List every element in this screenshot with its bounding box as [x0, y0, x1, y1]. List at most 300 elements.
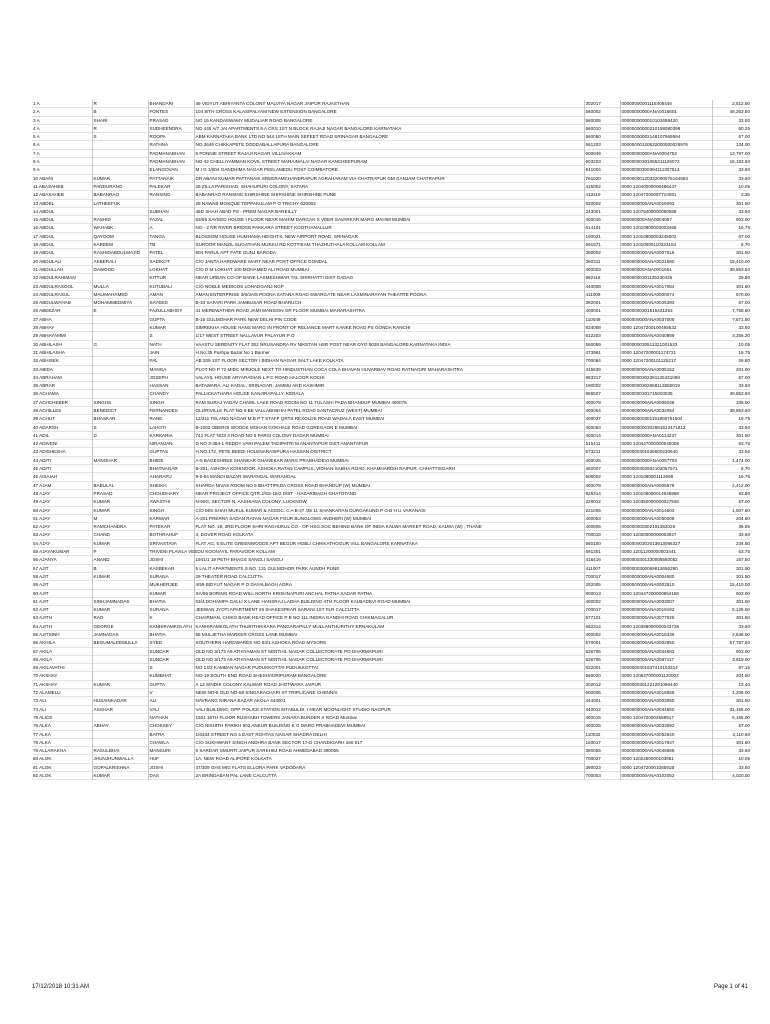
cell-pincode: 400025: [584, 722, 620, 730]
cell-middle-name: [92, 440, 148, 448]
cell-address: C/O NOBLE MEDICOS LOHADGANJ NGP: [194, 282, 584, 290]
cell-folio-number: 0000 120447200000954158: [620, 589, 712, 597]
table-row: [32, 158, 750, 166]
cell-pincode: 400001: [584, 307, 620, 315]
table-row: [32, 606, 750, 614]
cell-last-name: ALI: [148, 697, 194, 705]
cell-address: H.NO.172, PETE BEEDI HOLENARASIPURA HASSAN DISTRICT: [194, 448, 584, 456]
cell-last-name: SAYEED: [148, 299, 194, 307]
cell-first-name: 53 AJAY: [33, 532, 51, 538]
cell-middle-name: KUMAR: [92, 772, 148, 780]
cell-middle-name: KUMAR: [92, 506, 148, 514]
cell-address: 41 MEREWATHER ROAD JAMI MANSION GR FLOOR MUMBAI MAHARASHTRA: [194, 307, 584, 315]
cell-middle-name: BENEDICT: [92, 406, 148, 414]
cell-last-name: NATH: [148, 340, 194, 348]
cell-middle-name: [92, 655, 148, 663]
cell-pincode: 603203: [584, 158, 620, 166]
cell-amount: 3,256.20: [712, 332, 750, 340]
cell-first-name: 48 AJAY: [33, 490, 51, 496]
table-row: [32, 456, 750, 464]
cell-folio-number: 0000000000ANA0037005: [620, 315, 712, 323]
cell-folio-number: 0000000302602102057571: [620, 465, 712, 473]
cell-amount: 16,193.50: [712, 158, 750, 166]
cell-last-name: PADMANABHAN: [148, 149, 194, 157]
cell-middle-name: ABHAY: [92, 722, 148, 730]
cell-last-name: S: [148, 664, 194, 672]
table-row: [32, 332, 750, 340]
cell-middle-name: JHUNJHUNWALLA: [92, 755, 148, 763]
cell-amount: 301.50: [712, 282, 750, 290]
cell-last-name: JOSHI: [148, 763, 194, 771]
cell-middle-name: S: [92, 423, 148, 431]
cell-first-name: 5 A: [33, 134, 40, 140]
cell-middle-name: [92, 207, 148, 215]
cell-address: 12/311 TELANG NAGAR M B P T STAFF QRTS REXOLDS ROAD WADALA EAST MUMBAI: [194, 415, 584, 423]
cell-first-name: 40 ADARSH: [33, 424, 59, 430]
cell-folio-number: 0000000000ANA0032054: [620, 406, 712, 414]
cell-address: 1/6334 STREET NO 4 EAST ROHTAS NAGAR SHADRA DELHI: [194, 730, 584, 738]
cell-pincode: 560005: [584, 116, 620, 124]
cell-address: CHAIRMAN, CHIKO BANK HEAD OFFICE P B NO 111 INDIRA GANDHI ROAD CHIKMAGALUR: [194, 614, 584, 622]
cell-pincode: 622001: [584, 664, 620, 672]
cell-last-name: PADMANABHAN: [148, 158, 194, 166]
table-row: [32, 406, 750, 414]
cell-middle-name: [92, 158, 148, 166]
cell-pincode: 400014: [584, 431, 620, 439]
cell-middle-name: G: [92, 340, 148, 348]
cell-pincode: 400063: [584, 423, 620, 431]
cell-amount: 301.50: [712, 738, 750, 746]
cell-pincode: 190021: [584, 232, 620, 240]
cell-amount: 26.80: [712, 357, 750, 365]
cell-last-name: PATEL: [148, 249, 194, 257]
table-row: [32, 174, 750, 182]
cell-folio-number: 0000000000ANA0017947: [620, 738, 712, 746]
cell-address: 1941/1 19 PETH BHAGS SANGLI SANGLI: [194, 556, 584, 564]
cell-last-name: NATHAN: [148, 713, 194, 721]
cell-folio-number: 0000000000ANA0016336: [620, 631, 712, 639]
cell-last-name: TANGA: [148, 232, 194, 240]
table-row: [32, 672, 750, 680]
cell-last-name: CHOKSEY: [148, 722, 194, 730]
cell-amount: 16.75: [712, 348, 750, 356]
cell-first-name: 54 AJAY: [33, 540, 51, 546]
cell-first-name: 76 ALKA: [33, 723, 51, 729]
cell-middle-name: MALIMAHAMED: [92, 290, 148, 298]
table-row: [32, 133, 750, 141]
cell-address: SHARDA NIVAS ROOM NO 5 BHATTIPADA CROSS ROAD BHANDUP (W) MUMBAI: [194, 481, 584, 489]
cell-folio-number: 0000 120472000108591B: [620, 763, 712, 771]
cell-middle-name: RASHIDABDULMAJID: [92, 249, 148, 257]
cell-pincode: 700027: [584, 755, 620, 763]
table-row: [32, 182, 750, 190]
cell-first-name: 25 ABDULWAHAB: [33, 300, 71, 306]
cell-middle-name: [92, 141, 148, 149]
table-row: [32, 415, 750, 423]
cell-address: NEAR URBAN CO-OP BANK LAXMESHWAR TAL SHIRHATTI DIST GADAG: [194, 274, 584, 282]
cell-amount: 50.25: [712, 124, 750, 132]
cell-middle-name: [92, 365, 148, 373]
cell-folio-number: 0000000301330005560052: [620, 556, 712, 564]
cell-address: 5 LALIT APARTMENTS,S.NO. 131 GULMOHOR PARK AUNDH PUNE: [194, 564, 584, 572]
cell-last-name: CHOUDHARY: [148, 489, 194, 497]
cell-first-name: 2 A: [33, 109, 40, 115]
table-row: [32, 282, 750, 290]
cell-middle-name: KAREEM: [92, 241, 148, 249]
cell-last-name: S: [148, 332, 194, 340]
cell-first-name: 62 AJIT: [33, 607, 49, 613]
cell-middle-name: KUMAR: [92, 606, 148, 614]
cell-middle-name: [92, 315, 148, 323]
cell-address: 1/17 WEST STREET NALLAVUR PALAYUR P O: [194, 332, 584, 340]
cell-amount: 33.50: [712, 763, 750, 771]
table-row: [32, 572, 750, 580]
cell-last-name: KITTUR: [148, 274, 194, 282]
cell-amount: 26.80: [712, 274, 750, 282]
cell-folio-number: 000000000ANA0004067: [620, 216, 712, 224]
cell-address: 1601 16TH FLOOR RUSHABH TOWERS JANARA BUNDER X ROAD Mumbai: [194, 713, 584, 721]
cell-first-name: 3 A: [33, 117, 40, 123]
cell-last-name: KUMAR: [148, 324, 194, 332]
cell-middle-name: [92, 332, 148, 340]
cell-amount: 15,410.00: [712, 257, 750, 265]
cell-amount: 39,853.50: [712, 265, 750, 273]
cell-middle-name: R: [92, 124, 148, 132]
cell-first-name: 56 AJANYA: [33, 557, 57, 563]
cell-last-name: CHAWLA: [148, 738, 194, 746]
cell-address: NO 42 CHELLIYAMMAN KOVIL STREET MARAIMALAI NAGAR KANCHEEPURAM: [194, 158, 584, 166]
cell-pincode: 577101: [584, 614, 620, 622]
table-row: [32, 523, 750, 531]
cell-pincode: 400002: [584, 597, 620, 605]
table-row: [32, 191, 750, 199]
cell-first-name: 19 ABDUL: [33, 250, 55, 256]
cell-first-name: 74 ALI: [33, 706, 47, 712]
cell-last-name: TB: [148, 241, 194, 249]
cell-pincode: 560059: [584, 340, 620, 348]
cell-folio-number: 0000000000ANA0077025: [620, 614, 712, 622]
cell-first-name: 33 ABIDA: [33, 366, 53, 372]
cell-pincode: 691571: [584, 241, 620, 249]
table-row: [32, 299, 750, 307]
cell-amount: 301.50: [712, 249, 750, 257]
cell-middle-name: [92, 730, 148, 738]
table-row: [32, 224, 750, 232]
cell-folio-number: 00000000301065311125072: [620, 158, 712, 166]
cell-pincode: 573211: [584, 448, 620, 456]
cell-first-name: 30 ABHILASH: [33, 341, 62, 347]
cell-last-name: HUF: [148, 755, 194, 763]
cell-middle-name: CHAND: [92, 531, 148, 539]
cell-middle-name: BHASKAR: [92, 415, 148, 423]
cell-amount: 603.00: [712, 589, 750, 597]
cell-first-name: 41 ADIL: [33, 432, 50, 438]
table-row: [32, 597, 750, 605]
table-row: [32, 581, 750, 589]
table-body: [32, 100, 750, 780]
cell-folio-number: 0000000000302691513471812: [620, 423, 712, 431]
cell-middle-name: KUMAR: [92, 498, 148, 506]
cell-pincode: 620002: [584, 199, 620, 207]
cell-folio-number: 0000000000ANA0000074: [620, 290, 712, 298]
cell-last-name: GUPTA: [148, 315, 194, 323]
cell-folio-number: 0000 120647000001120003: [620, 672, 712, 680]
cell-middle-name: AKBERALI: [92, 257, 148, 265]
cell-amount: 3,819.00: [712, 655, 750, 663]
cell-middle-name: ANAND: [92, 556, 148, 564]
table-row: [32, 548, 750, 556]
cell-folio-number: 00000000120532000000025976: [620, 141, 712, 149]
cell-amount: 4,020.00: [712, 772, 750, 780]
cell-last-name: BHATNAGAR: [148, 465, 194, 473]
cell-middle-name: [92, 357, 148, 365]
cell-pincode: 834008: [584, 324, 620, 332]
cell-middle-name: B: [92, 564, 148, 572]
cell-amount: 204.50: [712, 672, 750, 680]
cell-amount: 335.00: [712, 398, 750, 406]
cell-amount: 39,853.50: [712, 406, 750, 414]
cell-first-name: 64 AJITH: [33, 623, 52, 629]
cell-address: NAVRANG NIRANA BAZAR AKOLA 444001: [194, 697, 584, 705]
cell-middle-name: PANDURANG: [92, 182, 148, 190]
cell-amount: 603.00: [712, 216, 750, 224]
cell-address: C/O JANTA HARDWARE MART NEAR POST OFFICE GONDAL: [194, 257, 584, 265]
cell-folio-number: 00000000000ANA0114237: [620, 431, 712, 439]
table-row: [32, 357, 750, 365]
cell-pincode: 110049: [584, 315, 620, 323]
cell-address: 63/65 SAYEED HOUSE I FLOOR NEAR MAHIM DARGAH S VEER SAVARKAR MARG MAHIM MUMBAI: [194, 216, 584, 224]
cell-address: NO - 2 NR RIVER BRIDGE PAKKARA STREET KOOTHANALLUR: [194, 224, 584, 232]
cell-last-name: BHATIA: [148, 631, 194, 639]
cell-first-name: 31 ABHILASHA: [33, 349, 65, 355]
cell-folio-number: 00000000000ANA0016601: [620, 108, 712, 116]
cell-folio-number: 0000000000ANA0005152: [620, 365, 712, 373]
cell-folio-number: 0000000000ANA0006578: [620, 481, 712, 489]
cell-address: H.No.35 Pushpa Bazar No 1 Barmer: [194, 348, 584, 356]
table-row: [32, 772, 750, 780]
cell-last-name: PALEKAR: [148, 182, 194, 190]
cell-last-name: SUDHEENDRA: [148, 124, 194, 132]
cell-amount: 167.50: [712, 556, 750, 564]
cell-address: NO 3646 CHIKKAPETE DODDABALLAPURA BANGALORE: [194, 141, 584, 149]
cell-amount: 301.50: [712, 431, 750, 439]
cell-last-name: MUKHERJEE: [148, 581, 194, 589]
page-number: Page 1 of 41: [713, 984, 748, 990]
cell-address: 5 PONNIE STREET RAJAJI NAGAR VILLIVAKKAM: [194, 149, 584, 157]
table-row: [32, 489, 750, 497]
cell-middle-name: BEGUMALEEMULLA: [92, 639, 148, 647]
table-row: [32, 697, 750, 705]
table-row: [32, 722, 750, 730]
cell-pincode: 560020: [584, 672, 620, 680]
table-row: [32, 539, 750, 547]
cell-pincode: 700003: [584, 772, 620, 780]
cell-address: NO-19 SOUTH END ROAD SHESHADRIPURAM BANGALORE: [194, 672, 584, 680]
table-row: [32, 108, 750, 116]
cell-folio-number: 0000 12047200057710081: [620, 191, 712, 199]
cell-first-name: 78 ALKA: [33, 739, 51, 745]
cell-address: 29 THEATER ROAD CALCUTTA: [194, 572, 584, 580]
cell-last-name: BHIDE: [148, 456, 194, 464]
cell-pincode: 636705: [584, 655, 620, 663]
table-row: [32, 431, 750, 439]
cell-last-name: MANGA: [148, 365, 194, 373]
cell-address: 28 ZILLA PARISHAD, SHAHUPURI COLONY, SATARA: [194, 182, 584, 190]
cell-first-name: 60 AJIT: [33, 590, 49, 596]
cell-last-name: BHATIA: [148, 597, 194, 605]
cell-address: VALI BUILDING, OPP. POLICE STATION SITABULDI, I NEAR MOONLIGHT STUDIO NAGPUR: [194, 705, 584, 713]
cell-folio-number: 0000000301636600230640: [620, 448, 712, 456]
table-row: [32, 664, 750, 672]
table-row: [32, 647, 750, 655]
cell-last-name: JAIN: [148, 348, 194, 356]
cell-address: SIMREKHA HOUSE HANS MARG IN FRONT OF RELIANCE MART KANKE ROAD PS GONDA RANCHI: [194, 324, 584, 332]
cell-pincode: 444001: [584, 697, 620, 705]
cell-pincode: 282005: [584, 581, 620, 589]
cell-first-name: 38 ACHILLES: [33, 407, 62, 413]
cell-folio-number: 00000000302013913086327: [620, 539, 712, 547]
cell-folio-number: 0000000300069813656390: [620, 564, 712, 572]
cell-pincode: 700019: [584, 531, 620, 539]
table-row: [32, 556, 750, 564]
cell-address: SA/55 BORING ROAD WILL NORTH KRISHNAPURI ANCHAL PATNA SADAR PATNA: [194, 589, 584, 597]
cell-folio-number: 0000 12010900003003466: [620, 224, 712, 232]
cell-last-name: SUNDAR: [148, 647, 194, 655]
cell-folio-number: 00000000301715003035: [620, 390, 712, 398]
table-row: [32, 631, 750, 639]
cell-last-name: ELANGOVAN: [148, 166, 194, 174]
cell-pincode: 400078: [584, 481, 620, 489]
cell-first-name: 35 ABRAR: [33, 383, 55, 389]
cell-folio-number: 00000000302391125431098: [620, 373, 712, 381]
cell-first-name: 45 ADITI: [33, 466, 51, 472]
cell-first-name: 73 ALI: [33, 698, 47, 704]
cell-folio-number: 0000 120447000000540008: [620, 440, 712, 448]
cell-middle-name: D: [92, 431, 148, 439]
cell-amount: 33.50: [712, 448, 750, 456]
cell-address: 1A, NEW ROAD ALIPORE KOLKATA: [194, 755, 584, 763]
cell-middle-name: [92, 465, 148, 473]
cell-last-name: SUNDAR: [148, 655, 194, 663]
cell-folio-number: 00000000002148107969594: [620, 133, 712, 141]
cell-amount: 301.50: [712, 597, 750, 605]
cell-address: 49 VIDYUT ABHIYANTA COLONY MALVIYA NAGAR JAIPUR RAJASTHAN: [194, 100, 584, 108]
cell-middle-name: [92, 738, 148, 746]
cell-first-name: 44 ADITI: [33, 457, 51, 463]
cell-folio-number: 0000000000ANA0016558: [620, 689, 712, 697]
cell-middle-name: PRASAD: [92, 489, 148, 497]
cell-middle-name: MOHAMMEDMIYA: [92, 299, 148, 307]
table-row: [32, 498, 750, 506]
cell-first-name: 1 A: [33, 101, 40, 106]
cell-address: DR ABANI KUMAR PATTANAIK SREERAMCHANDRAPUR AGRAHARAM VIA-CHATRAPUR GM GANJAM CHATRAPUR: [194, 174, 584, 182]
cell-amount: 33.50: [712, 324, 750, 332]
cell-last-name: JOSHI: [148, 556, 194, 564]
table-row: [32, 755, 750, 763]
table-row: [32, 249, 750, 257]
cell-first-name: 15 ABDUL: [33, 217, 55, 223]
cell-address: BATAWARA, ALI KADAL, SRINAGAR, JAMMU AND KASHMIR: [194, 382, 584, 390]
cell-last-name: K: [148, 614, 194, 622]
cell-address: C/O SUKHWANT SINGH ANDHRA BANK SECTOR 17-D CHANDIGARH 160 017: [194, 738, 584, 746]
cell-pincode: 691301: [584, 548, 620, 556]
cell-first-name: 46 AISAIAH: [33, 474, 58, 480]
table-row: [32, 274, 750, 282]
table-row: [32, 713, 750, 721]
cell-last-name: KARKARIA: [148, 431, 194, 439]
cell-folio-number: 0000 120350000000027536: [620, 498, 712, 506]
shareholder-table: [32, 100, 750, 780]
cell-address: 104 8/TH CROSS KALASIPALYAM NEW EXTENSION BANGALORE: [194, 108, 584, 116]
cell-folio-number: 0000 12040000008486447: [620, 182, 712, 190]
cell-pincode: 411007: [584, 564, 620, 572]
cell-first-name: 8 A: [33, 159, 40, 165]
cell-pincode: 226012: [584, 498, 620, 506]
cell-first-name: 6 A: [33, 142, 40, 148]
cell-pincode: 560100: [584, 539, 620, 547]
cell-first-name: 10 ABANI: [33, 175, 53, 181]
cell-first-name: 23 ABDULRASOOL: [33, 283, 74, 289]
cell-folio-number: 0000 12010000110323154: [620, 241, 712, 249]
cell-address: NO 445 A/7 JAI APARTMENTS 5 A CRS 1ST N BLOCK RAJAJI NAGAR BANGALORE KARNATAKA: [194, 124, 584, 132]
cell-address: 25 NAWAB MOSQUE TEPPAKULAM P O TRICHY 620002: [194, 199, 584, 207]
table-row: [32, 705, 750, 713]
cell-middle-name: [92, 348, 148, 356]
cell-first-name: 81 ALOK: [33, 764, 52, 770]
cell-amount: 33.50: [712, 622, 750, 630]
cell-amount: 67.00: [712, 299, 750, 307]
cell-first-name: 39 ACHUT: [33, 416, 55, 422]
cell-address: BLOSSOM HOUSE HUMHAMA HEIGHTS, NEW AIRPORT ROAD, SRINAGAR: [194, 232, 584, 240]
cell-last-name: PRASAD: [148, 116, 194, 124]
cell-address: 56 MULJETHA MARKER CROSS LANE MUMBAI: [194, 631, 584, 639]
cell-pincode: 390023: [584, 763, 620, 771]
cell-amount: 10.05: [712, 182, 750, 190]
cell-first-name: 43 ADISHESHA: [33, 449, 66, 455]
cell-folio-number: 0000000000ANA0007616: [620, 249, 712, 257]
cell-last-name: BHANDARI: [148, 100, 194, 108]
cell-amount: 603.00: [712, 647, 750, 655]
table-row: [32, 655, 750, 663]
cell-address: A-201 PRERNA SADAN RATAN NAGAR FOUR BUNGLOWS ANDHERI (W) MUMBAI: [194, 514, 584, 522]
cell-middle-name: GOPALKRISHNA: [92, 763, 148, 771]
cell-last-name: SADIKOT: [148, 257, 194, 265]
cell-amount: 6,165.00: [712, 713, 750, 721]
cell-pincode: 243001: [584, 207, 620, 215]
cell-last-name: [148, 199, 194, 207]
cell-folio-number: 0000 1202250000103951: [620, 755, 712, 763]
cell-pincode: 221005: [584, 506, 620, 514]
cell-address: BABANRAO RANSING SHIRSHINE SHIRSHINE SHIRSHINE PUNE: [194, 191, 584, 199]
cell-first-name: 79 ALLARAKHA: [33, 748, 67, 754]
cell-first-name: 9 A: [33, 167, 40, 173]
cell-amount: 301.50: [712, 614, 750, 622]
cell-pincode: 411009: [584, 290, 620, 298]
table-row: [32, 290, 750, 298]
cell-address: AB 209 1ST FLOOR SECTOR I BIDHAN NAGAR SALT LAKE KOLKATA: [194, 357, 584, 365]
cell-folio-number: 00000000300394111307514: [620, 166, 712, 174]
table-row: [32, 166, 750, 174]
cell-folio-number: 0000000000ANA0014603: [620, 506, 712, 514]
cell-first-name: 7 A: [33, 150, 40, 156]
cell-address: 5 SARDAR SMURTI JAIPUR SARKHEJ ROAD AHMEDABAD 380055: [194, 747, 584, 755]
cell-last-name: KUMBHAT: [148, 672, 194, 680]
cell-last-name: JOSEPH: [148, 373, 194, 381]
cell-first-name: 20 ABDULALI: [33, 258, 62, 264]
cell-last-name: KARWAR: [148, 514, 194, 522]
table-row: [32, 124, 750, 132]
table-row: [32, 738, 750, 746]
